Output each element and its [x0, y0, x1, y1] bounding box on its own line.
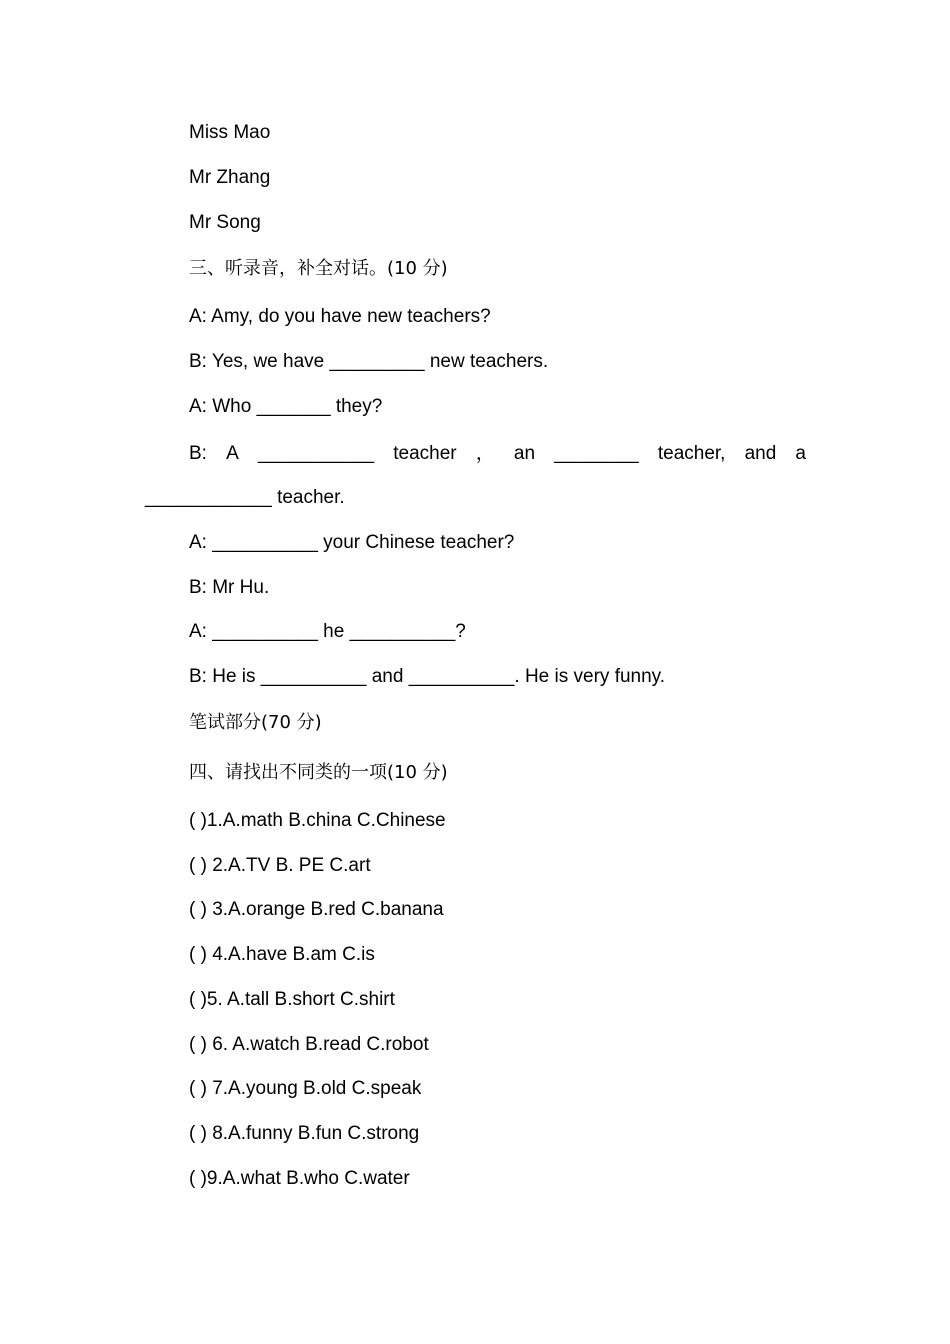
name-line: Mr Song: [189, 212, 261, 233]
question-item: ( )5. A.tall B.short C.shirt: [189, 989, 395, 1010]
word: teacher: [393, 443, 457, 464]
word: and: [744, 443, 777, 464]
word: B:: [189, 443, 207, 464]
section-4-heading: 四、请找出不同类的一项(10 分): [189, 762, 448, 783]
word: ，: [475, 443, 495, 464]
word: teacher,: [657, 443, 726, 464]
blank: ________: [554, 443, 639, 464]
question-item: ( ) 3.A.orange B.red C.banana: [189, 899, 444, 920]
word: A: [226, 443, 239, 464]
dialogue-line-justified: [189, 441, 806, 467]
blank: ___________: [257, 443, 375, 464]
question-item: ( ) 4.A.have B.am C.is: [189, 944, 375, 965]
question-item: ( ) 2.A.TV B. PE C.art: [189, 855, 371, 876]
question-item: ( ) 6. A.watch B.read C.robot: [189, 1034, 429, 1055]
dialogue-line-continuation: ____________ teacher.: [145, 487, 345, 508]
question-item: ( ) 8.A.funny B.fun C.strong: [189, 1123, 420, 1144]
dialogue-line: B: Mr Hu.: [189, 577, 270, 598]
question-item: ( ) 7.A.young B.old C.speak: [189, 1078, 422, 1099]
name-line: Miss Mao: [189, 122, 271, 143]
question-item: ( )1.A.math B.china C.Chinese: [189, 810, 446, 831]
dialogue-line: A: __________ your Chinese teacher?: [189, 532, 515, 553]
name-line: Mr Zhang: [189, 167, 271, 188]
dialogue-line: A: Who _______ they?: [189, 396, 383, 417]
dialogue-line: A: Amy, do you have new teachers?: [189, 306, 491, 327]
dialogue-line: B: He is __________ and __________. He is very funny.: [189, 666, 666, 687]
word: an: [513, 443, 536, 464]
dialogue-line: A: __________ he __________?: [189, 621, 466, 642]
written-part-heading: 笔试部分(70 分): [189, 712, 322, 733]
section-3-heading: 三、听录音，补全对话。(10 分): [189, 258, 448, 279]
dialogue-line: B: Yes, we have _________ new teachers.: [189, 351, 549, 372]
word: a: [795, 443, 806, 464]
question-item: ( )9.A.what B.who C.water: [189, 1168, 410, 1189]
